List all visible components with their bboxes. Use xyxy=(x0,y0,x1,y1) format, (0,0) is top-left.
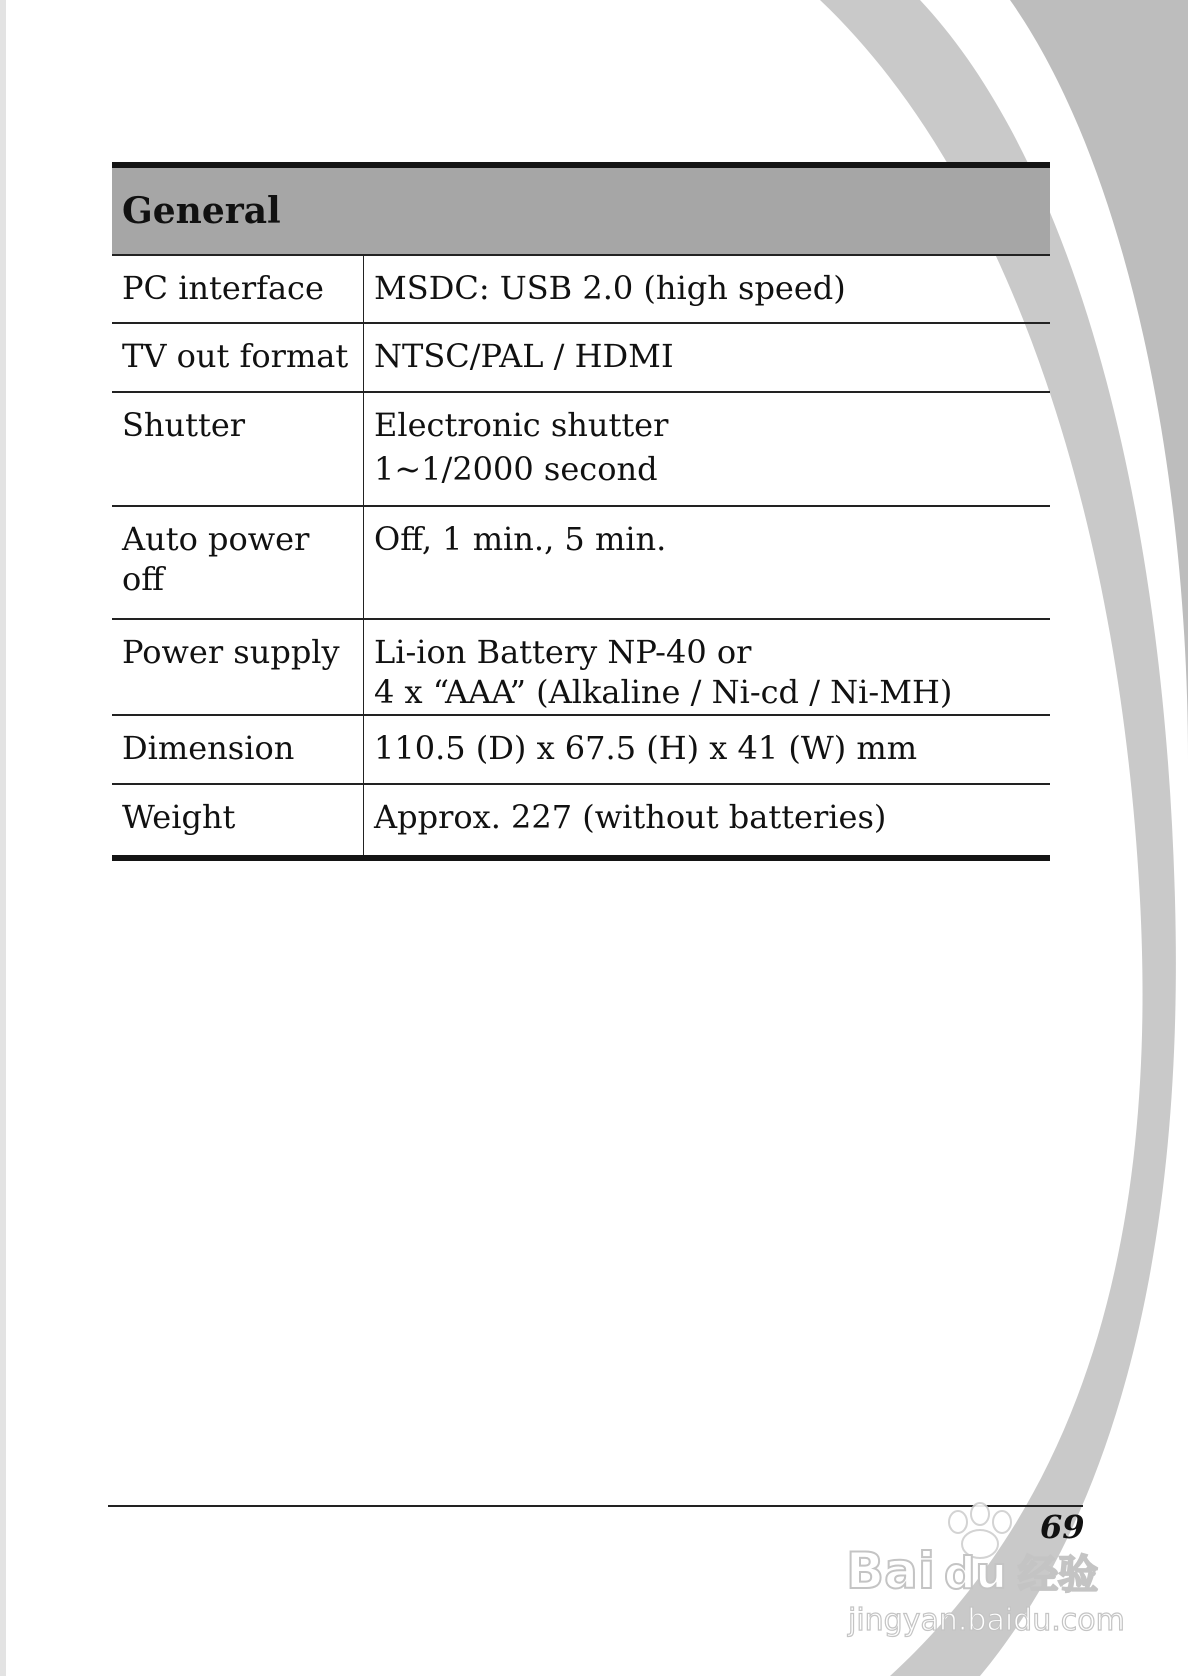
row-value: NTSC/PAL / HDMI xyxy=(374,337,674,375)
table-row-dimension xyxy=(112,716,1050,785)
table-row-power-supply xyxy=(112,620,1050,716)
row-label: Shutter xyxy=(112,393,364,505)
baidu-watermark-logo xyxy=(840,1500,1130,1640)
spec-table xyxy=(112,162,1050,861)
row-value: 110.5 (D) x 67.5 (H) x 41 (W) mm xyxy=(374,729,918,767)
row-label: Power supply xyxy=(112,620,364,714)
table-row-auto-power-off xyxy=(112,507,1050,620)
row-label: Weight xyxy=(112,785,364,855)
svg-text:Bai: Bai xyxy=(846,1542,935,1600)
row-value: Approx. 227 (without batteries) xyxy=(374,798,887,836)
table-row-shutter xyxy=(112,393,1050,507)
page-edge xyxy=(0,0,6,1676)
row-label: PC interface xyxy=(112,256,364,322)
row-value: MSDC: USB 2.0 (high speed) xyxy=(374,269,846,307)
table-row-tv-out-format xyxy=(112,324,1050,393)
row-label: TV out format xyxy=(112,324,364,391)
table-row-weight xyxy=(112,785,1050,855)
page-number: 69 xyxy=(1040,1508,1085,1546)
row-label: Dimension xyxy=(112,716,364,783)
table-header: General xyxy=(112,168,1050,256)
svg-text:jingyan.baidu.com: jingyan.baidu.com xyxy=(848,1603,1125,1638)
row-label: Auto power off xyxy=(112,507,364,618)
row-value: Electronic shutter 1~1/2000 second xyxy=(374,406,669,488)
svg-text:经验: 经验 xyxy=(1018,1552,1098,1598)
table-row-pc-interface xyxy=(112,256,1050,324)
row-value: Li-ion Battery NP-40 or 4 x “AAA” (Alkaline / Ni-cd / Ni-MH) xyxy=(374,633,953,711)
row-value: Off, 1 min., 5 min. xyxy=(374,520,667,558)
svg-text:du: du xyxy=(944,1548,1007,1599)
